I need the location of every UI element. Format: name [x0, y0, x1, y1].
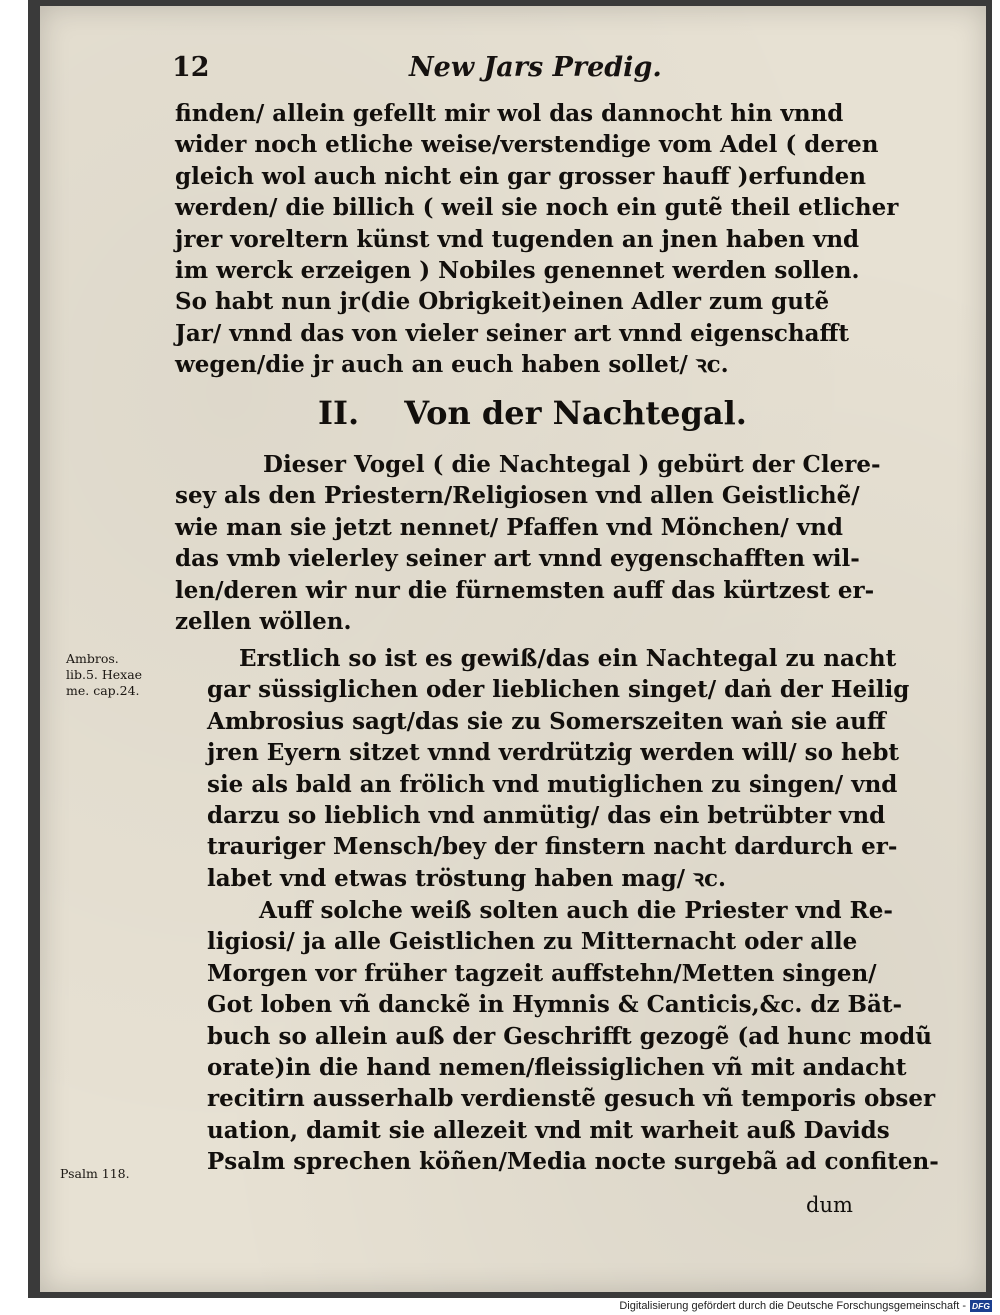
text-line: Dieser Vogel ( die Nachtegal ) gebürt der Clere-	[263, 451, 881, 478]
marginal-line: lib.5. Hexae	[66, 667, 143, 682]
section-title: Von der Nachtegal.	[404, 394, 747, 432]
footer-bar	[0, 1298, 1000, 1315]
text-line: jrer voreltern künst vnd tugenden an jnen haben vnd	[175, 225, 860, 253]
text-line: werden/ die billich ( weil sie noch ein gutẽ theil etlicher	[175, 194, 899, 222]
text-line: So habt nun jr(die Obrigkeit)einen Adler zum gutẽ	[175, 288, 830, 316]
marginal-line: Ambros.	[66, 651, 119, 666]
folio-number: 12	[172, 52, 210, 83]
paragraph-3	[207, 643, 910, 894]
marginal-note-ambros	[66, 651, 176, 699]
text-line: buch so allein auß der Geschrifft gezogẽ (ad hunc modũ	[207, 1022, 932, 1050]
funding-credit: Digitalisierung gefördert durch die Deutsche Forschungsgemeinschaft -	[619, 1300, 966, 1312]
text-line: Got loben vñ danckẽ in Hymnis & Canticis,&c. dz Bät-	[207, 991, 903, 1019]
text-line: Auff solche weiß solten auch die Priester vnd Re-	[259, 897, 893, 924]
text-line: finden/ allein gefellt mir wol das dannocht hin vnnd	[175, 100, 844, 127]
paragraph-1	[175, 98, 899, 381]
section-number: II.	[318, 394, 360, 432]
text-line: len/deren wir nur die fürnemsten auff das kürtzest er-	[175, 576, 875, 604]
marginal-note-psalm: Psalm 118.	[60, 1166, 130, 1181]
text-line: darzu so lieblich vnd anmütig/ das ein betrübter vnd	[207, 801, 886, 829]
text-line: wie man sie jetzt nennet/ Pfaffen vnd Mönchen/ vnd	[175, 513, 843, 541]
text-line: gleich wol auch nicht ein gar grosser hauff )erfunden	[175, 162, 867, 190]
text-line: das vmb vielerley seiner art vnnd eygenschafften wil-	[175, 545, 860, 573]
marginal-line: me. cap.24.	[66, 683, 140, 698]
text-line: wider noch etliche weise/verstendige vom Adel ( deren	[175, 131, 879, 159]
text-line: Morgen vor früher tagzeit auffstehn/Metten singen/	[207, 959, 877, 987]
dfg-logo: DFG	[970, 1300, 992, 1312]
text-line: Erstlich so ist es gewiß/das ein Nachtegal zu nacht	[239, 645, 897, 672]
text-line: labet vnd etwas tröstung haben mag/ ꝛc.	[207, 864, 726, 892]
text-line: gar süssiglichen oder lieblichen singet/ daṅ der Heilig	[207, 676, 910, 704]
text-line: Ambrosius sagt/das sie zu Somerszeiten waṅ sie auff	[207, 707, 886, 735]
text-line: Jar/ vnnd das von vieler seiner art vnnd eigenschafft	[175, 319, 850, 347]
text-line: recitirn ausserhalb verdienstẽ gesuch vñ temporis obser	[207, 1085, 936, 1113]
text-line: ligiosi/ ja alle Geistlichen zu Mitternacht oder alle	[207, 928, 858, 956]
text-line: zellen wöllen.	[175, 607, 352, 635]
paragraph-4	[207, 895, 939, 1178]
paragraph-2	[175, 449, 881, 637]
text-line: im werck erzeigen ) Nobiles genennet werden sollen.	[175, 256, 860, 284]
text-line: trauriger Mensch/bey der finstern nacht dardurch er-	[207, 833, 898, 861]
text-line: jren Eyern sitzet vnnd verdrützig werden will/ so hebt	[207, 739, 900, 767]
text-line: sey als den Priestern/Religiosen vnd allen Geistlichẽ/	[175, 482, 860, 510]
text-line: uation, damit sie allezeit vnd mit warheit auß Davids	[207, 1116, 890, 1144]
text-line: Psalm sprechen köñen/Media nocte surgebã ad confiten-	[207, 1148, 939, 1176]
text-line: sie als bald an frölich vnd mutiglichen zu singen/ vnd	[207, 770, 898, 798]
running-head: New Jars Predig.	[409, 52, 662, 83]
text-line: orate)in die hand nemen/fleissiglichen vñ mit andacht	[207, 1053, 907, 1081]
section-heading	[318, 394, 747, 432]
text-line: wegen/die jr auch an euch haben sollet/ ꝛc.	[175, 351, 729, 379]
catchword: dum	[806, 1193, 853, 1217]
